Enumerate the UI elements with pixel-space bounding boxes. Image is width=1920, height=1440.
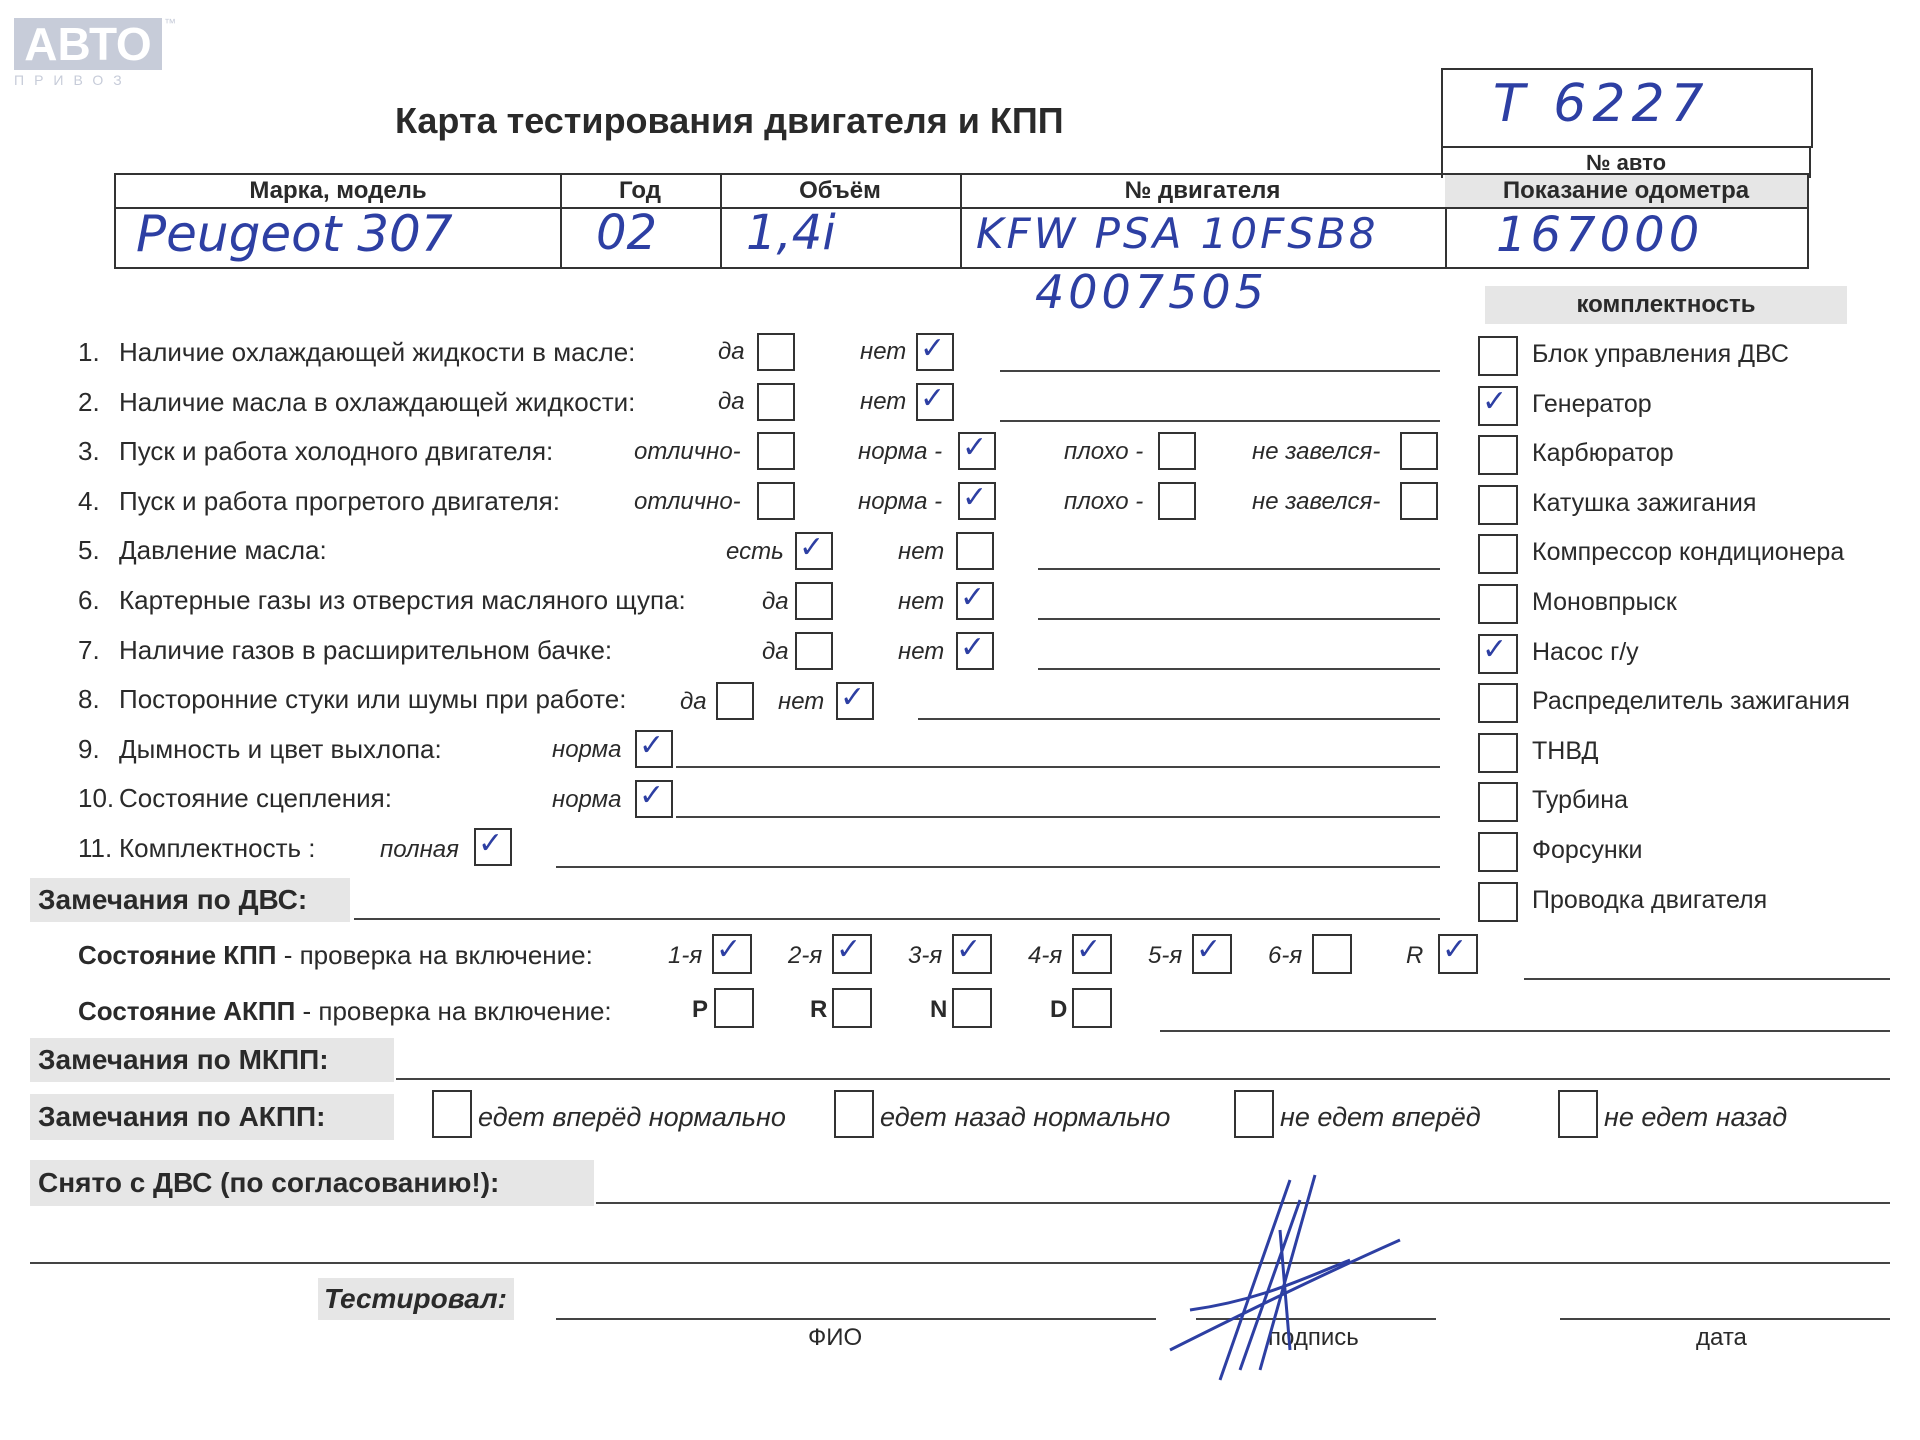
- komplekt-item-label: Форсунки: [1532, 836, 1643, 864]
- checkbox-item5-est[interactable]: [795, 532, 833, 570]
- item8-line: [918, 718, 1440, 720]
- akpp-remark-label: не едет назад: [1604, 1102, 1788, 1132]
- akpp-mode-checkbox[interactable]: [952, 988, 992, 1028]
- item-number: 5.: [78, 535, 100, 566]
- auto-number-label: № авто: [1441, 146, 1811, 178]
- check-mark: ✓: [1442, 932, 1468, 967]
- logo-tm: ™: [164, 16, 176, 30]
- checkbox-item2-net[interactable]: [916, 383, 954, 421]
- item5-line: [1038, 568, 1440, 570]
- option-da: да: [718, 338, 745, 365]
- checkbox-item1-da[interactable]: [757, 333, 795, 371]
- kpp-gear-label: 3-я: [908, 942, 943, 969]
- akpp-remark-label: едет вперёд нормально: [478, 1102, 786, 1132]
- option-da: да: [718, 388, 745, 415]
- option-ne-zavelsya: не завелся-: [1252, 438, 1381, 465]
- checkbox-item4-norma[interactable]: [958, 482, 996, 520]
- akpp-mode-checkbox[interactable]: [832, 988, 872, 1028]
- komplekt-checkbox[interactable]: [1478, 584, 1518, 624]
- akpp-label: [78, 996, 612, 1027]
- item11-line: [556, 866, 1440, 868]
- checkbox-item3-norma[interactable]: [958, 432, 996, 470]
- item-text: Дымность и цвет выхлопа:: [119, 733, 442, 764]
- item-number: 7.: [78, 634, 100, 665]
- item-text: Посторонние стуки или шумы при работе:: [119, 684, 627, 715]
- komplekt-item-label: Компрессор кондиционера: [1532, 538, 1845, 567]
- header-engine-number: № двигателя: [960, 175, 1447, 209]
- checkbox-item8-net[interactable]: [836, 682, 874, 720]
- value-year: 02: [596, 205, 658, 261]
- option-da: да: [680, 688, 707, 715]
- check-mark: ✓: [920, 331, 946, 366]
- date-label: дата: [1696, 1324, 1747, 1351]
- option-norma: норма -: [858, 438, 943, 465]
- checkbox-item3-ploho[interactable]: [1158, 432, 1196, 470]
- option-da: да: [762, 588, 789, 615]
- check-mark: ✓: [478, 826, 504, 861]
- value-odometer: 167000: [1496, 207, 1704, 263]
- komplekt-item-label: Турбина: [1532, 786, 1628, 815]
- checkbox-item8-da[interactable]: [716, 682, 754, 720]
- komplekt-item-label: Катушка зажигания: [1532, 488, 1757, 517]
- item-text: Картерные газы из отверстия масляного щупа:: [119, 585, 686, 615]
- removed-line-2: [30, 1262, 1890, 1264]
- remarks-dvs-line: [354, 918, 1440, 920]
- checkbox-item9-norma[interactable]: [635, 730, 673, 768]
- remarks-dvs-label: Замечания по ДВС:: [30, 878, 350, 922]
- komplekt-checkbox[interactable]: [1478, 832, 1518, 872]
- item9-line: [676, 766, 1440, 768]
- checkbox-item2-da[interactable]: [757, 383, 795, 421]
- komplekt-item-label: Блок управления ДВС: [1532, 340, 1789, 368]
- item-text: Наличие масла в охлаждающей жидкости:: [119, 386, 636, 417]
- item-number: 11.: [78, 833, 113, 863]
- akpp-remark-checkbox[interactable]: [1234, 1090, 1274, 1138]
- checkbox-item3-ne-zavelsya[interactable]: [1400, 432, 1438, 470]
- kpp-label-rest: - проверка на включение:: [276, 940, 593, 970]
- option-ploho: плохо -: [1064, 438, 1144, 465]
- page-title: Карта тестирования двигателя и КПП: [395, 100, 1064, 141]
- kpp-gear-label: 2-я: [788, 942, 823, 969]
- option-net: нет: [898, 588, 945, 615]
- value-engine-number: KFW PSA 10FSB8: [976, 209, 1379, 258]
- komplekt-item-label: Карбюратор: [1532, 439, 1674, 468]
- header-odometer: Показание одометра: [1445, 175, 1807, 209]
- remarks-mkpp-label: Замечания по МКПП:: [30, 1038, 394, 1082]
- check-mark: ✓: [716, 932, 742, 967]
- kpp-gear-checkbox[interactable]: [952, 934, 992, 974]
- akpp-mode-label: N: [930, 996, 948, 1023]
- akpp-mode-label: R: [810, 996, 828, 1023]
- kpp-gear-checkbox[interactable]: [712, 934, 752, 974]
- logo-main: АВТО: [14, 18, 162, 70]
- removed-label: Снято с ДВС (по согласованию!):: [30, 1160, 594, 1206]
- option-net: нет: [860, 388, 907, 415]
- item-number: 8.: [78, 684, 100, 715]
- akpp-label-bold: Состояние АКПП: [78, 996, 296, 1026]
- akpp-mode-checkbox[interactable]: [714, 988, 754, 1028]
- kpp-gear-checkbox[interactable]: [1192, 934, 1232, 974]
- item1-line: [1000, 370, 1440, 372]
- checkbox-item10-norma[interactable]: [635, 780, 673, 818]
- header-make-model: Марка, модель: [116, 175, 562, 209]
- item7-line: [1038, 668, 1440, 670]
- divider: [720, 207, 722, 267]
- item-text: Давление масла:: [119, 535, 327, 566]
- akpp-remark-checkbox[interactable]: [432, 1090, 472, 1138]
- value-make-model: Peugeot 307: [136, 205, 453, 263]
- item-number: 4.: [78, 485, 100, 516]
- komplekt-item-label: Насос г/у: [1532, 637, 1639, 666]
- option-da: да: [762, 638, 789, 665]
- komplekt-item-label: Моновпрыск: [1532, 588, 1677, 616]
- option-net: нет: [860, 338, 907, 365]
- item-text: Пуск и работа холодного двигателя:: [119, 436, 554, 467]
- remarks-akpp-label: Замечания по АКПП:: [30, 1094, 394, 1140]
- komplekt-checkbox[interactable]: [1478, 782, 1518, 822]
- komplekt-checkbox[interactable]: [1478, 435, 1518, 475]
- check-mark: ✓: [956, 932, 982, 967]
- option-ploho: плохо -: [1064, 488, 1144, 515]
- komplekt-checkbox[interactable]: [1478, 383, 1518, 426]
- komplekt-checkbox[interactable]: [1478, 534, 1518, 574]
- akpp-mode-label: P: [692, 996, 709, 1023]
- item-text: Наличие охлаждающей жидкости в масле:: [119, 337, 636, 367]
- check-mark: ✓: [840, 680, 866, 715]
- komplekt-item-label: Проводка двигателя: [1532, 885, 1768, 914]
- item6-line: [1038, 618, 1440, 620]
- item-text: Пуск и работа прогретого двигателя:: [119, 485, 560, 516]
- option-net: нет: [898, 538, 945, 565]
- checkbox-item6-net[interactable]: [956, 582, 994, 620]
- komplekt-title: комплектность: [1485, 286, 1847, 324]
- option-otlichno: отлично-: [634, 438, 741, 465]
- kpp-gear-label: 1-я: [668, 942, 703, 969]
- divider: [960, 207, 962, 267]
- kpp-gear-checkbox[interactable]: [1438, 934, 1478, 974]
- kpp-label: [78, 940, 593, 971]
- akpp-line: [1160, 1030, 1890, 1032]
- akpp-remark-checkbox[interactable]: [1558, 1090, 1598, 1138]
- header-volume: Объём: [720, 175, 962, 209]
- value-volume: 1,4i: [746, 205, 836, 261]
- option-norma: норма -: [858, 488, 943, 515]
- checkbox-item3-otlichno[interactable]: [757, 432, 795, 470]
- check-mark: ✓: [639, 778, 665, 813]
- item10-line: [676, 816, 1440, 818]
- option-norma: норма: [552, 736, 622, 763]
- kpp-gear-checkbox[interactable]: [1312, 934, 1352, 974]
- fio-line: [556, 1318, 1156, 1320]
- item-text: Комплектность :: [119, 833, 316, 863]
- item-text: Наличие газов в расширительном бачке:: [119, 634, 613, 665]
- kpp-gear-label: 5-я: [1148, 942, 1183, 969]
- check-mark: ✓: [960, 580, 986, 615]
- check-mark: ✓: [799, 530, 825, 565]
- option-polnaya: полная: [380, 836, 459, 863]
- handwritten-signature: [1150, 1170, 1430, 1400]
- komplekt-item-label: Распределитель зажигания: [1532, 687, 1850, 716]
- check-mark: ✓: [1482, 383, 1508, 419]
- check-mark: ✓: [962, 480, 988, 515]
- kpp-gear-label: R: [1406, 942, 1424, 969]
- checkbox-item5-net[interactable]: [956, 532, 994, 570]
- tested-by-label: Тестировал:: [318, 1278, 514, 1320]
- fio-label: ФИО: [808, 1324, 863, 1351]
- check-mark: ✓: [920, 381, 946, 416]
- checkbox-item7-net[interactable]: [956, 632, 994, 670]
- divider: [1445, 207, 1447, 267]
- checkbox-item7-da[interactable]: [795, 632, 833, 670]
- avto-privoz-logo: [14, 16, 176, 88]
- kpp-gear-checkbox[interactable]: [832, 934, 872, 974]
- checkbox-item4-otlichno[interactable]: [757, 482, 795, 520]
- check-mark: ✓: [1196, 932, 1222, 967]
- option-ne-zavelsya: не завелся-: [1252, 488, 1381, 515]
- item-number: 2.: [78, 386, 100, 417]
- check-mark: ✓: [639, 728, 665, 763]
- option-est: есть: [726, 538, 784, 565]
- item-number: 10.: [78, 783, 115, 814]
- kpp-line: [1524, 978, 1890, 980]
- item-number: 6.: [78, 585, 100, 615]
- option-net: нет: [778, 688, 825, 715]
- auto-number-box: [1441, 68, 1813, 148]
- option-otlichno: отлично-: [634, 488, 741, 515]
- komplekt-checkbox[interactable]: [1478, 336, 1518, 376]
- item-number: 9.: [78, 733, 100, 764]
- akpp-remark-label: едет назад нормально: [880, 1102, 1171, 1132]
- auto-number-handwritten: T 6227: [1493, 74, 1710, 134]
- option-norma: норма: [552, 786, 622, 813]
- date-line: [1560, 1318, 1890, 1320]
- item-number: 3.: [78, 436, 100, 467]
- checkbox-item4-ne-zavelsya[interactable]: [1400, 482, 1438, 520]
- akpp-remark-label: не едет вперёд: [1280, 1102, 1481, 1132]
- komplekt-item-label: Генератор: [1532, 389, 1652, 418]
- checkbox-item4-ploho[interactable]: [1158, 482, 1196, 520]
- akpp-mode-checkbox[interactable]: [1072, 988, 1112, 1028]
- item2-line: [1000, 420, 1440, 422]
- divider: [560, 207, 562, 267]
- komplekt-checkbox[interactable]: [1478, 631, 1518, 674]
- checkbox-item1-net[interactable]: [916, 333, 954, 371]
- kpp-label-bold: Состояние КПП: [78, 940, 277, 970]
- komplekt-item-label: ТНВД: [1532, 736, 1599, 765]
- akpp-label-rest: - проверка на включение:: [295, 996, 612, 1026]
- komplekt-checkbox[interactable]: [1478, 882, 1518, 922]
- akpp-remark-checkbox[interactable]: [834, 1090, 874, 1138]
- check-mark: ✓: [836, 932, 862, 967]
- item-number: 1.: [78, 337, 100, 367]
- signature-label: подпись: [1268, 1324, 1359, 1351]
- value-engine-number-extra: 4007505: [1035, 265, 1268, 319]
- checkbox-item6-da[interactable]: [795, 582, 833, 620]
- check-mark: ✓: [1482, 631, 1508, 667]
- checkbox-item11-polnaya[interactable]: [474, 828, 512, 866]
- komplekt-checkbox[interactable]: [1478, 683, 1518, 723]
- akpp-mode-label: D: [1050, 996, 1068, 1023]
- kpp-gear-checkbox[interactable]: [1072, 934, 1112, 974]
- komplekt-checkbox[interactable]: [1478, 733, 1518, 773]
- item-text: Состояние сцепления:: [119, 783, 392, 814]
- option-net: нет: [898, 638, 945, 665]
- vehicle-table: [114, 173, 1809, 269]
- check-mark: ✓: [962, 430, 988, 465]
- kpp-gear-label: 4-я: [1028, 942, 1063, 969]
- komplekt-checkbox[interactable]: [1478, 485, 1518, 525]
- remarks-mkpp-line: [396, 1078, 1890, 1080]
- check-mark: ✓: [1076, 932, 1102, 967]
- kpp-gear-label: 6-я: [1268, 942, 1303, 969]
- check-mark: ✓: [960, 630, 986, 665]
- header-year: Год: [560, 175, 722, 209]
- logo-sub: ПРИВОЗ: [14, 72, 132, 88]
